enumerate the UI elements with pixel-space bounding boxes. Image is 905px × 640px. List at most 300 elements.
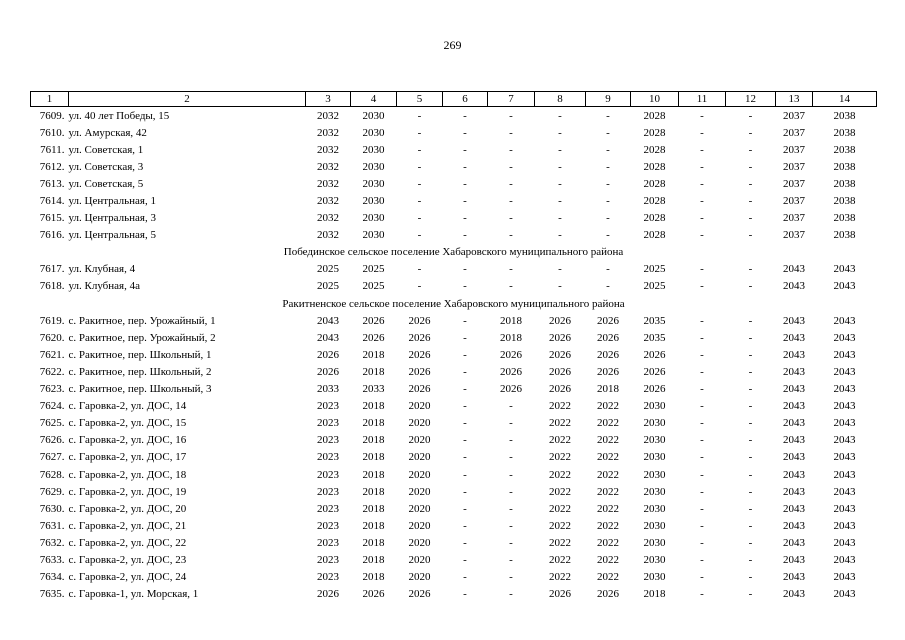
address-cell bbox=[31, 551, 306, 568]
year-cell: 2023 bbox=[317, 451, 339, 464]
year-cell: - bbox=[700, 195, 704, 208]
year-cell: 2032 bbox=[317, 126, 339, 139]
year-cell: - bbox=[463, 177, 467, 190]
address-text: с. Гаровка-2, ул. ДОС, 17 bbox=[68, 451, 187, 464]
year-cell: - bbox=[748, 468, 753, 481]
address-text: ул. 40 лет Победы, 15 bbox=[68, 109, 170, 122]
year-cell: - bbox=[700, 109, 704, 122]
year-cell: 2026 bbox=[362, 331, 385, 344]
year-cell: 2025 bbox=[362, 263, 385, 276]
year-cell: 2035 bbox=[643, 331, 666, 344]
table-row bbox=[31, 586, 877, 603]
year-cell: - bbox=[463, 571, 467, 584]
year-cell: - bbox=[748, 263, 753, 276]
year-cell: 2038 bbox=[833, 177, 856, 190]
year-cell: - bbox=[700, 536, 704, 549]
year-cell: - bbox=[558, 280, 562, 293]
year-cell: 2033 bbox=[317, 383, 339, 396]
table-row bbox=[31, 210, 877, 227]
year-cell: 2026 bbox=[500, 383, 522, 396]
address-text: с. Гаровка-2, ул. ДОС, 15 bbox=[68, 417, 187, 430]
year-cell: - bbox=[509, 280, 513, 293]
row-number: 7631. bbox=[39, 519, 65, 532]
year-cell: - bbox=[463, 229, 467, 242]
year-cell: 2043 bbox=[783, 536, 805, 549]
year-cell: 2026 bbox=[362, 588, 385, 601]
year-cell: 2043 bbox=[783, 571, 805, 584]
year-cell: 2030 bbox=[643, 434, 666, 447]
year-cell: 2043 bbox=[833, 502, 856, 515]
year-cell: - bbox=[558, 195, 562, 208]
row-number: 7630. bbox=[39, 502, 65, 515]
row-number: 7615. bbox=[39, 212, 65, 225]
year-cell: - bbox=[748, 109, 753, 122]
year-cell: - bbox=[748, 502, 753, 515]
year-cell: 2043 bbox=[783, 263, 805, 276]
year-cell: - bbox=[463, 485, 467, 498]
year-cell: 2022 bbox=[549, 502, 571, 515]
year-cell: - bbox=[463, 383, 467, 396]
table-row bbox=[31, 500, 877, 517]
year-cell: - bbox=[509, 160, 513, 173]
year-cell: 2018 bbox=[362, 553, 385, 566]
year-cell: 2018 bbox=[362, 348, 385, 361]
year-cell: - bbox=[748, 160, 753, 173]
year-cell: - bbox=[463, 331, 467, 344]
year-cell: 2032 bbox=[317, 109, 339, 122]
row-number: 7609. bbox=[39, 109, 65, 122]
year-cell: 2043 bbox=[833, 314, 856, 327]
year-cell: 2018 bbox=[362, 468, 385, 481]
address-cell bbox=[31, 534, 306, 551]
row-number: 7621. bbox=[39, 348, 65, 361]
year-cell: 2030 bbox=[643, 451, 666, 464]
year-cell: 2025 bbox=[643, 280, 666, 293]
year-cell: 2028 bbox=[643, 212, 666, 225]
year-cell: 2026 bbox=[362, 314, 385, 327]
row-number: 7634. bbox=[39, 571, 65, 584]
year-cell: 2043 bbox=[833, 365, 856, 378]
address-cell bbox=[31, 432, 306, 449]
year-cell: - bbox=[558, 126, 562, 139]
year-cell: 2028 bbox=[643, 177, 666, 190]
year-cell: 2043 bbox=[833, 434, 856, 447]
year-cell: - bbox=[748, 229, 753, 242]
table-row bbox=[31, 312, 877, 329]
year-cell: 2022 bbox=[597, 519, 619, 532]
year-cell: 2043 bbox=[833, 348, 856, 361]
address-text: с. Ракитное, пер. Урожайный, 1 bbox=[68, 314, 216, 327]
year-cell: 2028 bbox=[643, 195, 666, 208]
address-text: с. Ракитное, пер. Школьный, 3 bbox=[68, 383, 212, 396]
year-cell: - bbox=[700, 468, 704, 481]
year-cell: - bbox=[417, 177, 422, 190]
year-cell: 2037 bbox=[783, 195, 805, 208]
year-cell: 2022 bbox=[597, 451, 619, 464]
year-cell: 2030 bbox=[643, 485, 666, 498]
year-cell: 2037 bbox=[783, 177, 805, 190]
header-cell: 5 bbox=[397, 92, 443, 107]
address-cell bbox=[31, 569, 306, 586]
table-row bbox=[31, 192, 877, 209]
year-cell: 2018 bbox=[362, 434, 385, 447]
year-cell: - bbox=[748, 212, 753, 225]
row-number: 7614. bbox=[39, 195, 65, 208]
section-heading: Побединское сельское поселение Хабаровского муниципального района bbox=[283, 246, 624, 259]
year-cell: - bbox=[606, 126, 610, 139]
year-cell: - bbox=[509, 195, 513, 208]
year-cell: 2018 bbox=[362, 485, 385, 498]
address-cell bbox=[31, 398, 306, 415]
year-cell: 2030 bbox=[643, 571, 666, 584]
year-cell: 2043 bbox=[783, 502, 805, 515]
year-cell: 2043 bbox=[783, 331, 805, 344]
address-cell bbox=[31, 158, 306, 175]
year-cell: 2043 bbox=[833, 400, 856, 413]
year-cell: - bbox=[463, 417, 467, 430]
table-row bbox=[31, 278, 877, 295]
page-number: 269 bbox=[443, 38, 462, 52]
year-cell: - bbox=[748, 571, 753, 584]
address-text: ул. Амурская, 42 bbox=[68, 126, 147, 139]
year-cell: - bbox=[558, 212, 562, 225]
year-cell: 2026 bbox=[549, 348, 571, 361]
year-cell: - bbox=[748, 331, 753, 344]
year-cell: 2043 bbox=[783, 383, 805, 396]
year-cell: 2043 bbox=[783, 314, 805, 327]
row-number: 7629. bbox=[39, 485, 65, 498]
year-cell: 2022 bbox=[549, 536, 571, 549]
year-cell: 2043 bbox=[833, 383, 856, 396]
year-cell: 2030 bbox=[643, 553, 666, 566]
year-cell: 2037 bbox=[783, 229, 805, 242]
year-cell: - bbox=[748, 400, 753, 413]
year-cell: 2043 bbox=[833, 553, 856, 566]
year-cell: 2023 bbox=[317, 417, 339, 430]
year-cell: 2026 bbox=[549, 365, 571, 378]
year-cell: 2037 bbox=[783, 109, 805, 122]
year-cell: 2043 bbox=[833, 417, 856, 430]
year-cell: - bbox=[748, 434, 753, 447]
table-row bbox=[31, 227, 877, 244]
year-cell: 2025 bbox=[317, 280, 339, 293]
year-cell: 2022 bbox=[549, 468, 571, 481]
year-cell: 2038 bbox=[833, 160, 856, 173]
year-cell: 2020 bbox=[408, 417, 431, 430]
year-cell: 2018 bbox=[362, 502, 385, 515]
year-cell: 2038 bbox=[833, 229, 856, 242]
row-number: 7622. bbox=[39, 365, 65, 378]
year-cell: 2022 bbox=[597, 502, 619, 515]
year-cell: - bbox=[700, 400, 704, 413]
address-text: ул. Советская, 5 bbox=[68, 177, 144, 190]
year-cell: 2022 bbox=[597, 400, 619, 413]
year-cell: 2043 bbox=[783, 519, 805, 532]
year-cell: 2043 bbox=[783, 468, 805, 481]
year-cell: 2026 bbox=[597, 348, 619, 361]
address-cell bbox=[31, 415, 306, 432]
year-cell: - bbox=[463, 588, 467, 601]
year-cell: 2032 bbox=[317, 177, 339, 190]
address-text: ул. Центральная, 5 bbox=[68, 229, 156, 242]
year-cell: 2022 bbox=[597, 571, 619, 584]
header-cell: 12 bbox=[726, 92, 776, 107]
table-row bbox=[31, 141, 877, 158]
year-cell: 2032 bbox=[317, 160, 339, 173]
year-cell: - bbox=[463, 143, 467, 156]
year-cell: 2026 bbox=[408, 588, 431, 601]
year-cell: 2026 bbox=[597, 588, 619, 601]
year-cell: 2026 bbox=[317, 365, 339, 378]
year-cell: - bbox=[463, 365, 467, 378]
row-number: 7613. bbox=[39, 177, 65, 190]
year-cell: 2043 bbox=[783, 348, 805, 361]
year-cell: - bbox=[417, 280, 422, 293]
table-row bbox=[31, 415, 877, 432]
year-cell: 2043 bbox=[833, 588, 856, 601]
year-cell: 2043 bbox=[317, 314, 339, 327]
year-cell: 2037 bbox=[783, 160, 805, 173]
year-cell: - bbox=[417, 143, 422, 156]
year-cell: 2043 bbox=[833, 571, 856, 584]
year-cell: - bbox=[509, 553, 513, 566]
year-cell: 2018 bbox=[500, 314, 522, 327]
year-cell: 2030 bbox=[643, 519, 666, 532]
header-cell: 14 bbox=[813, 92, 877, 107]
year-cell: 2037 bbox=[783, 212, 805, 225]
table-row bbox=[31, 346, 877, 363]
year-cell: 2043 bbox=[783, 280, 805, 293]
year-cell: - bbox=[748, 143, 753, 156]
year-cell: 2030 bbox=[643, 417, 666, 430]
year-cell: - bbox=[606, 263, 610, 276]
year-cell: 2026 bbox=[643, 348, 666, 361]
year-cell: - bbox=[417, 229, 422, 242]
year-cell: 2023 bbox=[317, 553, 339, 566]
year-cell: 2038 bbox=[833, 212, 856, 225]
year-cell: 2022 bbox=[549, 434, 571, 447]
table-row bbox=[31, 363, 877, 380]
year-cell: 2043 bbox=[783, 365, 805, 378]
address-cell bbox=[31, 175, 306, 192]
header-cell: 3 bbox=[306, 92, 351, 107]
year-cell: - bbox=[463, 263, 467, 276]
year-cell: - bbox=[558, 177, 562, 190]
year-cell: - bbox=[509, 571, 513, 584]
year-cell: 2043 bbox=[783, 588, 805, 601]
header-cell: 10 bbox=[631, 92, 679, 107]
year-cell: - bbox=[558, 160, 562, 173]
year-cell: 2018 bbox=[362, 417, 385, 430]
year-cell: - bbox=[509, 177, 513, 190]
year-cell: - bbox=[700, 553, 704, 566]
year-cell: - bbox=[700, 229, 704, 242]
year-cell: - bbox=[700, 451, 704, 464]
header-row bbox=[31, 92, 877, 107]
year-cell: - bbox=[509, 519, 513, 532]
address-text: ул. Клубная, 4а bbox=[68, 280, 140, 293]
address-cell bbox=[31, 329, 306, 346]
year-cell: 2022 bbox=[549, 400, 571, 413]
year-cell: 2026 bbox=[549, 331, 571, 344]
year-cell: - bbox=[700, 485, 704, 498]
year-cell: 2018 bbox=[362, 400, 385, 413]
year-cell: - bbox=[700, 126, 704, 139]
year-cell: - bbox=[463, 468, 467, 481]
header-cell: 6 bbox=[443, 92, 488, 107]
year-cell: - bbox=[509, 468, 513, 481]
year-cell: 2030 bbox=[643, 400, 666, 413]
year-cell: - bbox=[748, 588, 753, 601]
year-cell: 2038 bbox=[833, 143, 856, 156]
year-cell: - bbox=[463, 536, 467, 549]
year-cell: 2020 bbox=[408, 400, 431, 413]
year-cell: 2022 bbox=[597, 536, 619, 549]
year-cell: 2043 bbox=[783, 400, 805, 413]
year-cell: 2020 bbox=[408, 485, 431, 498]
year-cell: 2023 bbox=[317, 434, 339, 447]
year-cell: 2026 bbox=[643, 383, 666, 396]
year-cell: 2043 bbox=[317, 331, 339, 344]
year-cell: - bbox=[509, 536, 513, 549]
year-cell: 2026 bbox=[549, 588, 571, 601]
year-cell: - bbox=[700, 383, 704, 396]
year-cell: 2035 bbox=[643, 314, 666, 327]
table-row bbox=[31, 517, 877, 534]
year-cell: - bbox=[748, 485, 753, 498]
year-cell: - bbox=[463, 280, 467, 293]
year-cell: - bbox=[417, 212, 422, 225]
header-cell: 9 bbox=[586, 92, 631, 107]
year-cell: 2020 bbox=[408, 553, 431, 566]
year-cell: 2022 bbox=[549, 417, 571, 430]
address-cell bbox=[31, 124, 306, 141]
year-cell: 2018 bbox=[362, 571, 385, 584]
year-cell: 2043 bbox=[783, 451, 805, 464]
header-cell: 4 bbox=[351, 92, 397, 107]
year-cell: - bbox=[463, 519, 467, 532]
schedule-table bbox=[30, 91, 877, 603]
year-cell: 2023 bbox=[317, 468, 339, 481]
year-cell: - bbox=[509, 126, 513, 139]
table-row bbox=[31, 175, 877, 192]
year-cell: 2018 bbox=[597, 383, 619, 396]
year-cell: - bbox=[509, 502, 513, 515]
address-cell bbox=[31, 466, 306, 483]
table-row bbox=[31, 551, 877, 568]
table-header bbox=[31, 92, 877, 107]
year-cell: - bbox=[509, 434, 513, 447]
year-cell: - bbox=[606, 160, 610, 173]
year-cell: 2043 bbox=[833, 451, 856, 464]
row-number: 7628. bbox=[39, 468, 65, 481]
year-cell: 2030 bbox=[362, 195, 385, 208]
table-row bbox=[31, 329, 877, 346]
address-cell bbox=[31, 141, 306, 158]
year-cell: - bbox=[748, 553, 753, 566]
year-cell: - bbox=[509, 212, 513, 225]
year-cell: - bbox=[700, 365, 704, 378]
year-cell: - bbox=[748, 519, 753, 532]
row-number: 7617. bbox=[39, 263, 65, 276]
year-cell: 2026 bbox=[643, 365, 666, 378]
table-row bbox=[31, 107, 877, 125]
year-cell: - bbox=[558, 143, 562, 156]
address-text: с. Гаровка-2, ул. ДОС, 16 bbox=[68, 434, 187, 447]
address-cell bbox=[31, 483, 306, 500]
address-text: с. Гаровка-2, ул. ДОС, 18 bbox=[68, 468, 187, 481]
year-cell: - bbox=[558, 263, 562, 276]
header-cell: 11 bbox=[679, 92, 726, 107]
year-cell: 2037 bbox=[783, 143, 805, 156]
year-cell: 2043 bbox=[833, 519, 856, 532]
year-cell: - bbox=[700, 143, 704, 156]
year-cell: 2025 bbox=[317, 263, 339, 276]
address-cell bbox=[31, 278, 306, 295]
year-cell: - bbox=[606, 280, 610, 293]
year-cell: - bbox=[700, 571, 704, 584]
year-cell: - bbox=[463, 195, 467, 208]
address-text: с. Гаровка-2, ул. ДОС, 19 bbox=[68, 485, 187, 498]
year-cell: 2026 bbox=[317, 348, 339, 361]
year-cell: - bbox=[509, 109, 513, 122]
year-cell: - bbox=[509, 417, 513, 430]
address-text: ул. Советская, 3 bbox=[68, 160, 144, 173]
year-cell: 2030 bbox=[643, 536, 666, 549]
year-cell: - bbox=[748, 314, 753, 327]
year-cell: 2026 bbox=[549, 383, 571, 396]
section-row bbox=[31, 244, 877, 261]
address-cell bbox=[31, 210, 306, 227]
address-cell bbox=[31, 517, 306, 534]
year-cell: 2020 bbox=[408, 451, 431, 464]
year-cell: 2030 bbox=[362, 229, 385, 242]
year-cell: 2032 bbox=[317, 229, 339, 242]
year-cell: - bbox=[700, 314, 704, 327]
year-cell: - bbox=[509, 400, 513, 413]
table-row bbox=[31, 449, 877, 466]
year-cell: - bbox=[558, 229, 562, 242]
year-cell: 2023 bbox=[317, 536, 339, 549]
year-cell: - bbox=[700, 417, 704, 430]
row-number: 7612. bbox=[39, 160, 65, 173]
year-cell: 2032 bbox=[317, 212, 339, 225]
year-cell: - bbox=[463, 314, 467, 327]
year-cell: - bbox=[748, 417, 753, 430]
table-row bbox=[31, 466, 877, 483]
year-cell: - bbox=[463, 109, 467, 122]
year-cell: 2026 bbox=[500, 365, 522, 378]
year-cell: 2023 bbox=[317, 502, 339, 515]
year-cell: - bbox=[417, 160, 422, 173]
row-number: 7624. bbox=[39, 400, 65, 413]
year-cell: 2030 bbox=[362, 143, 385, 156]
year-cell: - bbox=[463, 160, 467, 173]
header-cell: 7 bbox=[488, 92, 535, 107]
address-cell bbox=[31, 346, 306, 363]
year-cell: 2026 bbox=[549, 314, 571, 327]
year-cell: - bbox=[463, 400, 467, 413]
row-number: 7625. bbox=[39, 417, 65, 430]
header-cell: 13 bbox=[776, 92, 813, 107]
address-text: с. Гаровка-2, ул. ДОС, 21 bbox=[68, 519, 187, 532]
row-number: 7620. bbox=[39, 331, 65, 344]
year-cell: - bbox=[700, 348, 704, 361]
year-cell: 2026 bbox=[500, 348, 522, 361]
header-cell: 2 bbox=[69, 92, 306, 107]
year-cell: 2026 bbox=[408, 331, 431, 344]
year-cell: - bbox=[417, 109, 422, 122]
